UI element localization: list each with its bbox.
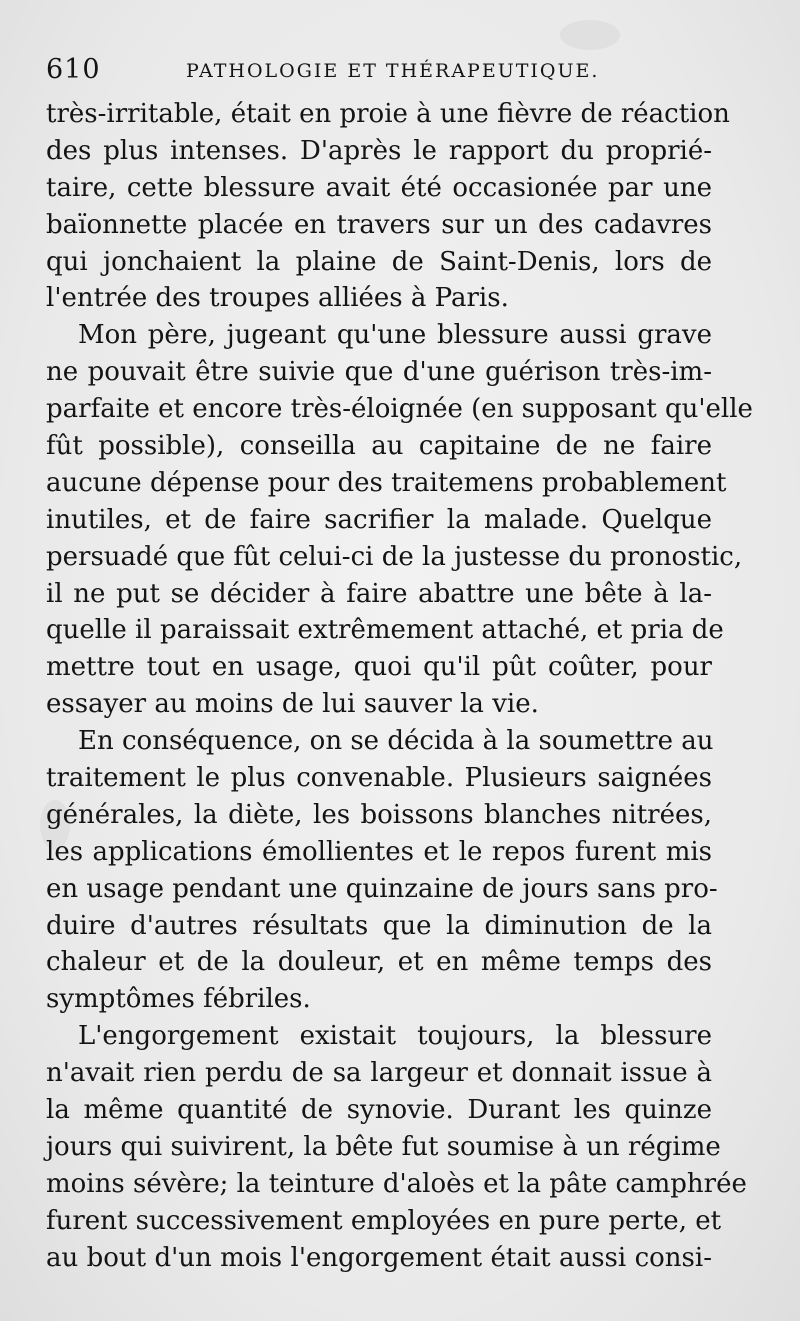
text-line: chaleur et de la douleur, et en même temps des (46, 947, 712, 978)
text-line: essayer au moins de lui sauver la vie. (46, 689, 539, 720)
text-line: la même quantité de synovie. Durant les quinze (46, 1095, 712, 1126)
paper-stain (560, 20, 620, 50)
running-title: PATHOLOGIE ET THÉRAPEUTIQUE. (186, 60, 600, 82)
text-line: traitement le plus convenable. Plusieurs saignées (46, 763, 712, 794)
text-line: les applications émollientes et le repos furent mis (46, 836, 712, 867)
paragraph-start-line: Mon père, jugeant qu'une blessure aussi grave (78, 320, 712, 351)
text-line: très-irritable, était en proie à une fièvre de réaction (46, 99, 730, 129)
text-line: mettre tout en usage, quoi qu'il pût coûter, pour (46, 652, 712, 683)
paragraph-start-line: En conséquence, on se décida à la soumettre au (78, 726, 714, 757)
text-line: générales, la diète, les boissons blanches nitrées, (46, 799, 712, 830)
page-header (46, 54, 756, 88)
text-line: baïonnette placée en travers sur un des cadavres (46, 209, 712, 240)
text-line: parfaite et encore très-éloignée (en supposant qu'elle (46, 394, 753, 425)
text-line: en usage pendant une quinzaine de jours sans pro- (46, 873, 718, 904)
paragraph-start-line: L'engorgement existait toujours, la blessure (78, 1021, 712, 1052)
page-number: 610 (46, 54, 101, 85)
text-line: ne pouvait être suivie que d'une guérison très-im- (46, 357, 712, 388)
text-line: duire d'autres résultats que la diminution de la (46, 910, 712, 941)
text-line: persuadé que fût celui-ci de la justesse du pronostic, (46, 541, 743, 572)
text-line: il ne put se décider à faire abattre une bête à la- (46, 578, 712, 609)
text-line: au bout d'un mois l'engorgement était aussi consi- (46, 1242, 712, 1273)
text-line: qui jonchaient la plaine de Saint-Denis, lors de (46, 246, 712, 277)
text-line: jours qui suivirent, la bête fut soumise à un régime (46, 1131, 721, 1162)
text-line: l'entrée des troupes alliées à Paris. (46, 283, 509, 314)
text-line: inutiles, et de faire sacrifier la malade. Quelque (46, 504, 712, 535)
text-line: taire, cette blessure avait été occasionée par une (46, 172, 712, 203)
text-line: symptômes fébriles. (46, 984, 311, 1015)
text-line: des plus intenses. D'après le rapport du proprié- (46, 135, 712, 166)
body-text (46, 96, 753, 1277)
text-line: fût possible), conseilla au capitaine de ne faire (46, 431, 712, 462)
text-line: moins sévère; la teinture d'aloès et la pâte camphrée (46, 1168, 747, 1199)
text-line: furent successivement employées en pure perte, et (46, 1205, 722, 1236)
text-line: n'avait rien perdu de sa largeur et donnait issue à (46, 1058, 712, 1089)
text-line: aucune dépense pour des traitemens probablement (46, 467, 727, 498)
text-line: quelle il paraissait extrêmement attaché, et pria de (46, 615, 724, 646)
